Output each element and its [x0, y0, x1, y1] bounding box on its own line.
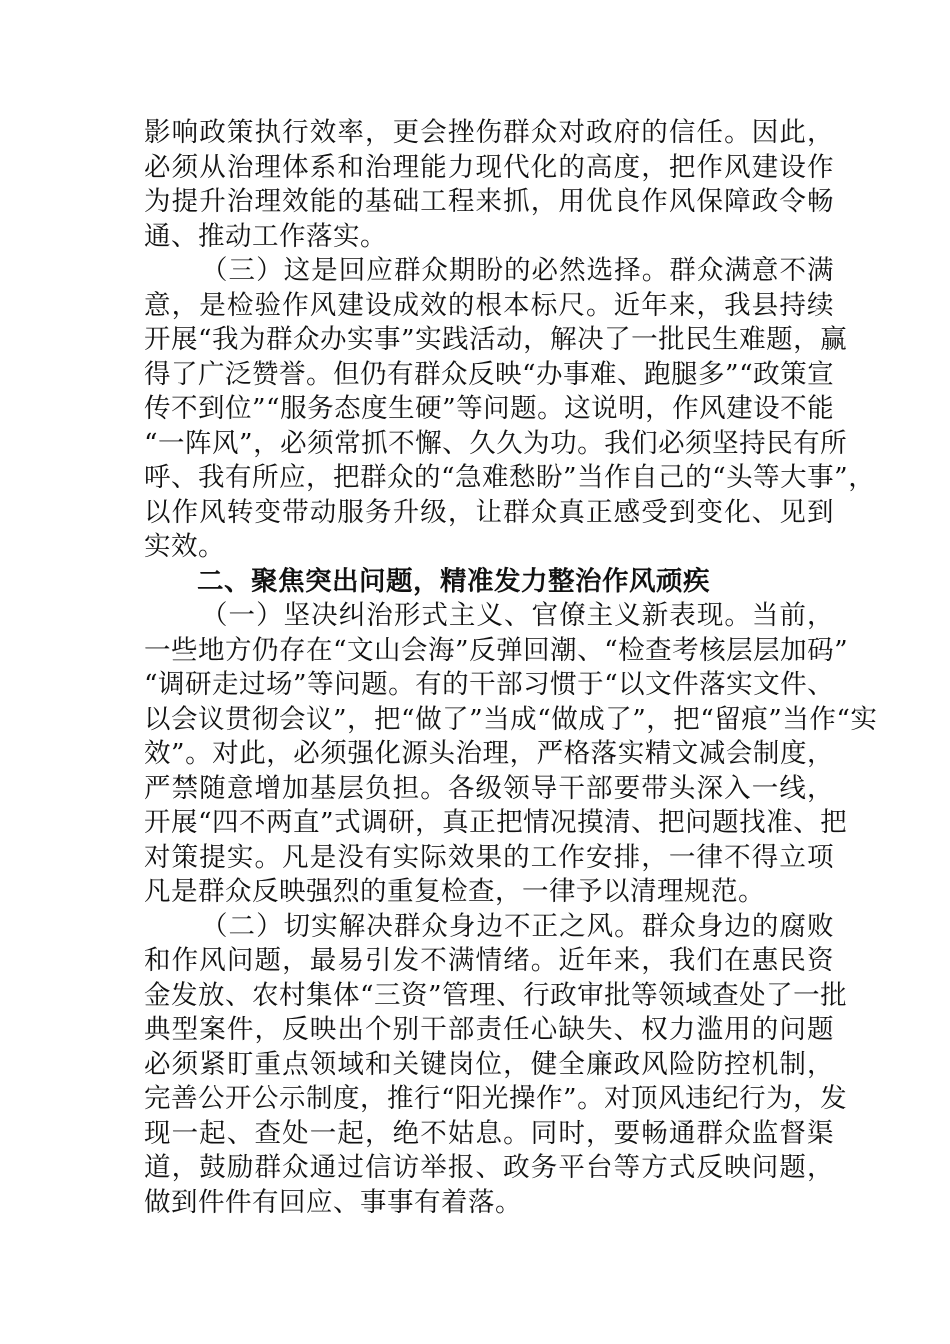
text-line: 通、推动工作落实。 [144, 220, 387, 252]
text-line: 必须从治理体系和治理能力现代化的高度，把作风建设作 [144, 151, 834, 183]
text-line: 道，鼓励群众通过信访举报、政务平台等方式反映问题， [144, 1152, 834, 1183]
text-line: 完善公开公示制度，推行“阳光操作”。对顶风违纪行为，发 [144, 1083, 848, 1114]
text-line: 和作风问题，最易引发不满情绪。近年来，我们在惠民资 [144, 945, 834, 976]
text-line: 以会议贯彻会议”，把“做了”当成“做成了”，把“留痕”当作“实 [144, 703, 878, 735]
body-text [144, 116, 878, 1220]
text-line: 典型案件，反映出个别干部责任心缺失、权力滥用的问题 [144, 1014, 834, 1045]
text-line: 传不到位”“服务态度生硬”等问题。这说明，作风建设不能 [144, 393, 835, 424]
text-line: 得了广泛赞誉。但仍有群众反映“办事难、跑腿多”“政策宣 [144, 358, 835, 390]
text-line: 金发放、农村集体“三资”管理、行政审批等领域查处了一批 [144, 979, 848, 1011]
text-line: 为提升治理效能的基础工程来抓，用优良作风保障政令畅 [144, 186, 834, 217]
text-line: 意，是检验作风建设成效的根本标尺。近年来，我县持续 [144, 289, 834, 321]
section-heading: 二、聚焦突出问题，精准发力整治作风顽疾 [197, 565, 710, 597]
text-line: 凡是群众反映强烈的重复检查，一律予以清理规范。 [144, 876, 765, 907]
text-line: 开展“我为群众办实事”实践活动，解决了一批民生难题，赢 [144, 324, 848, 355]
text-line: 呼、我有所应，把群众的“急难愁盼”当作自己的“头等大事”， [144, 462, 876, 493]
text-line: 做到件件有回应、事事有着落。 [144, 1186, 522, 1218]
text-line: 现一起、查处一起，绝不姑息。同时，要畅通群众监督渠 [144, 1117, 834, 1149]
text-line: “一阵风”，必须常抓不懈、久久为功。我们必须坚持民有所 [144, 427, 848, 459]
paragraph-start-line: （一）坚决纠治形式主义、官僚主义新表现。当前， [201, 600, 834, 631]
text-line: 一些地方仍存在“文山会海”反弹回潮、“检查考核层层加码” [144, 634, 849, 666]
text-line: 效”。对此，必须强化源头治理，严格落实精文减会制度， [144, 738, 834, 769]
text-line: 必须紧盯重点领域和关键岗位，健全廉政风险防控机制， [144, 1048, 834, 1080]
text-line: 影响政策执行效率，更会挫伤群众对政府的信任。因此， [144, 117, 834, 148]
text-line: “调研走过场”等问题。有的干部习惯于“以文件落实文件、 [144, 669, 835, 700]
paragraph-start-line: （二）切实解决群众身边不正之风。群众身边的腐败 [201, 910, 834, 942]
text-line: 实效。 [144, 531, 225, 562]
paragraph-start-line: （三）这是回应群众期盼的必然选择。群众满意不满 [201, 255, 834, 286]
text-line: 开展“四不两直”式调研，真正把情况摸清、把问题找准、把 [144, 807, 848, 838]
text-line: 对策提实。凡是没有实际效果的工作安排，一律不得立项 [144, 841, 834, 873]
text-line: 以作风转变带动服务升级，让群众真正感受到变化、见到 [144, 496, 834, 528]
text-line: 严禁随意增加基层负担。各级领导干部要带头深入一线， [144, 772, 834, 804]
